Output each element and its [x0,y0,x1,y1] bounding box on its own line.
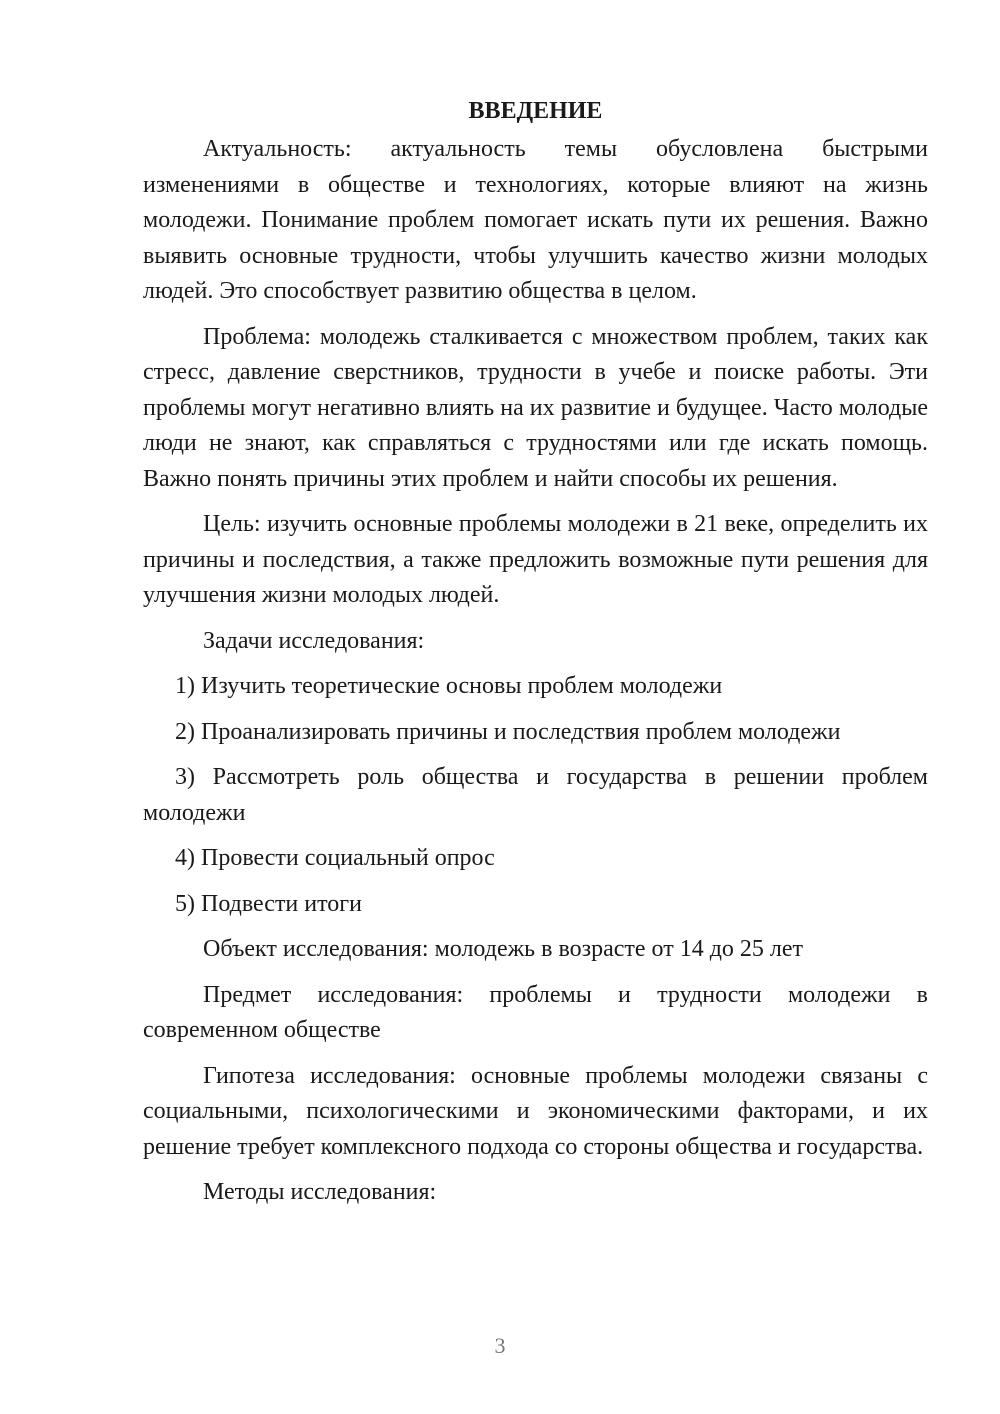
task-item: 2) Проанализировать причины и последствия проблем молодежи [175,718,841,745]
task-item: 1) Изучить теоретические основы проблем молодежи [175,673,723,699]
problem-paragraph: Проблема: молодежь сталкивается с множеством проблем, таких как стресс, давление сверстников, трудности в учебе и поиске работы. Эти проблемы могут негативно влиять на их развитие и будущее. Часто молодые люди не знают, как справляться с трудностями или где искать помощь. Важно понять причины этих проблем и найти способы их решения. [143,323,928,492]
relevance-paragraph: Актуальность: актуальность темы обусловлена быстрыми изменениями в обществе и технологиях, которые влияют на жизнь молодежи. Понимание проблем помогает искать пути их решения. Важно выявить основные трудности, чтобы улучшить качество жизни молодых людей. Это способствует развитию общества в целом. [143,136,928,304]
task-item: 4) Провести социальный опрос [175,845,495,871]
subject-paragraph: Предмет исследования: проблемы и трудности молодежи в современном обществе [143,981,928,1043]
methods-heading: Методы исследования: [203,1179,437,1205]
task-item: 5) Подвести итоги [175,890,362,917]
page-content [143,92,928,1221]
tasks-heading: Задачи исследования: [203,627,425,654]
section-title: ВВЕДЕНИЕ [468,98,603,124]
object-paragraph: Объект исследования: молодежь в возрасте от 14 до 25 лет [203,936,804,962]
task-item: 3) Рассмотреть роль общества и государства в решении проблем молодежи [143,764,928,826]
hypothesis-paragraph: Гипотеза исследования: основные проблемы молодежи связаны с социальными, психологическими и экономическими факторами, и их решение требует комплексного подхода со стороны общества и государства. [143,1062,928,1160]
page-number: 3 [494,1333,506,1358]
goal-paragraph: Цель: изучить основные проблемы молодежи в 21 веке, определить их причины и последствия, а также предложить возможные пути решения для улучшения жизни молодых людей. [143,511,928,608]
